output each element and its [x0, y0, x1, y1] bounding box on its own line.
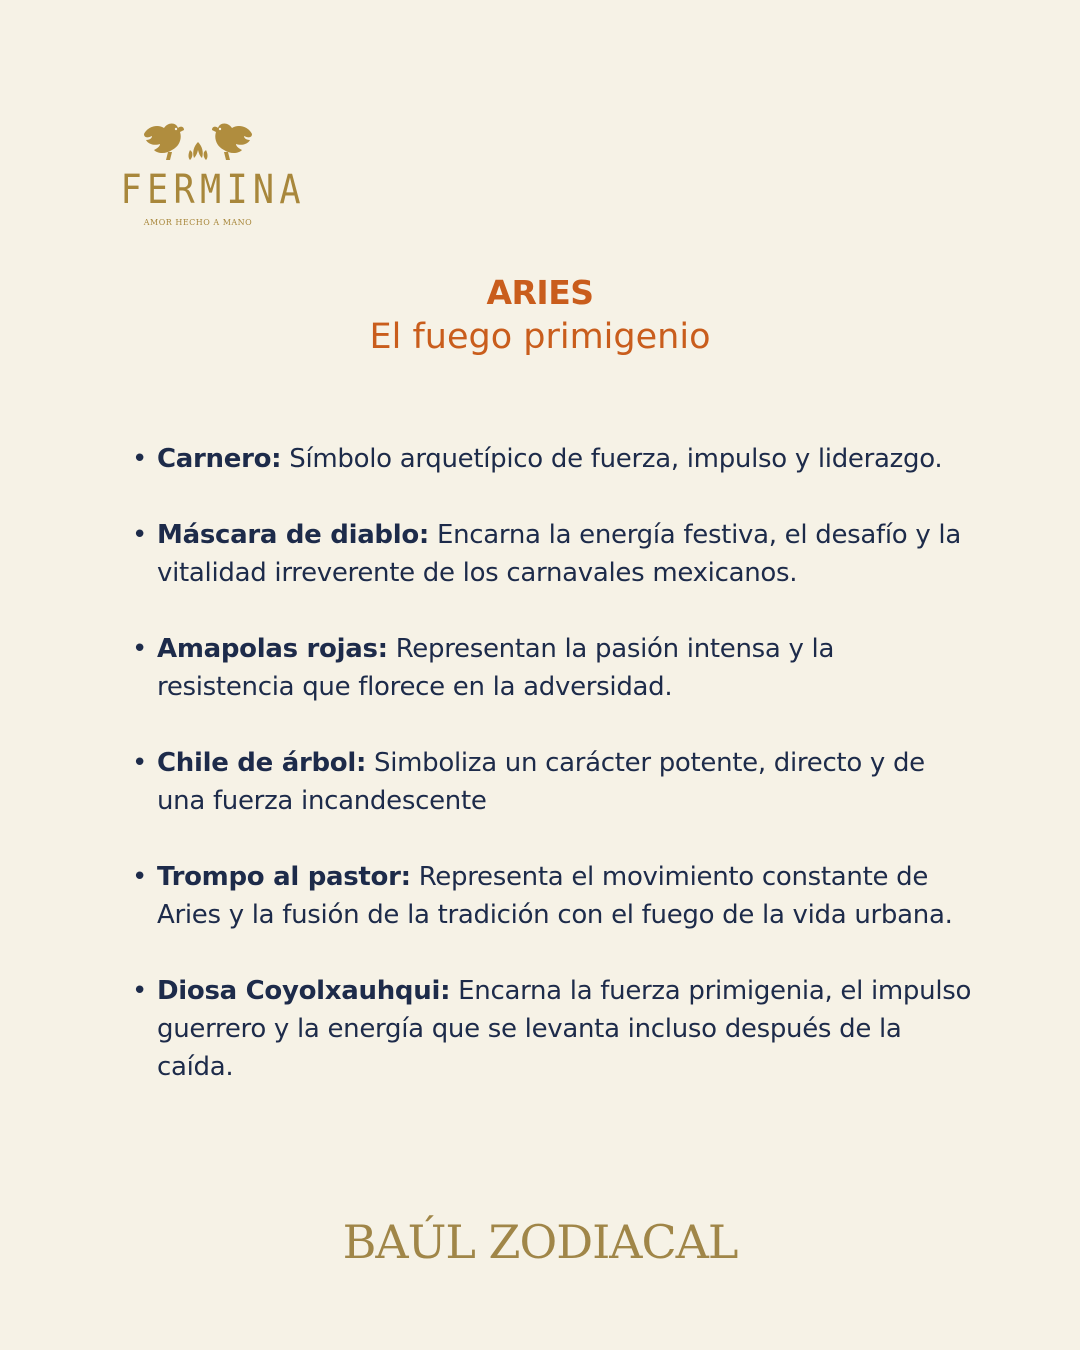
logo-tagline: AMOR HECHO A MANO — [143, 218, 253, 227]
fermina-logo — [110, 120, 306, 227]
bullet-icon: • — [132, 862, 148, 892]
symbol-description: Representa el movimiento constante de Aries y la fusión de la tradición con el fuego de la vida urbana. — [157, 862, 953, 930]
symbol-description: Representan la pasión intensa y la resistencia que florece en la adversidad. — [157, 634, 835, 702]
bullet-icon: • — [132, 976, 148, 1006]
symbol-term: Diosa Coyolxauhqui: — [157, 976, 451, 1006]
logo-wordmark: FERMINA — [120, 167, 306, 213]
footer-brand: BAÚL ZODIACAL — [342, 1215, 738, 1269]
symbol-description: Encarna la energía festiva, el desafío y la vitalidad irreverente de los carnavales mexicanos. — [157, 520, 961, 588]
bullet-icon: • — [132, 444, 148, 474]
symbol-description: Encarna la fuerza primigenia, el impulso guerrero y la energía que se levanta incluso después de la caída. — [157, 976, 972, 1082]
sign-subtitle: El fuego primigenio — [369, 317, 711, 357]
bullet-icon: • — [132, 748, 148, 778]
bullet-icon: • — [132, 520, 148, 550]
bullet-icon: • — [132, 634, 148, 664]
symbol-term: Trompo al pastor: — [157, 862, 411, 892]
symbol-description: Símbolo arquetípico de fuerza, impulso y liderazgo. — [289, 444, 943, 474]
symbol-description: Simboliza un carácter potente, directo y de una fuerza incandescente — [157, 748, 925, 816]
symbol-term: Máscara de diablo: — [157, 520, 430, 550]
symbol-list — [132, 440, 972, 1124]
list-item — [132, 440, 972, 478]
list-item — [132, 516, 972, 592]
symbol-term: Carnero: — [157, 444, 282, 474]
symbol-term: Chile de árbol: — [157, 748, 367, 778]
list-item — [132, 630, 972, 706]
list-item — [132, 858, 972, 934]
list-item — [132, 744, 972, 820]
symbol-term: Amapolas rojas: — [157, 634, 388, 664]
sign-title: ARIES — [486, 273, 594, 312]
birds-emblem-icon — [138, 120, 258, 164]
list-item — [132, 972, 972, 1086]
sign-heading — [0, 272, 1080, 360]
